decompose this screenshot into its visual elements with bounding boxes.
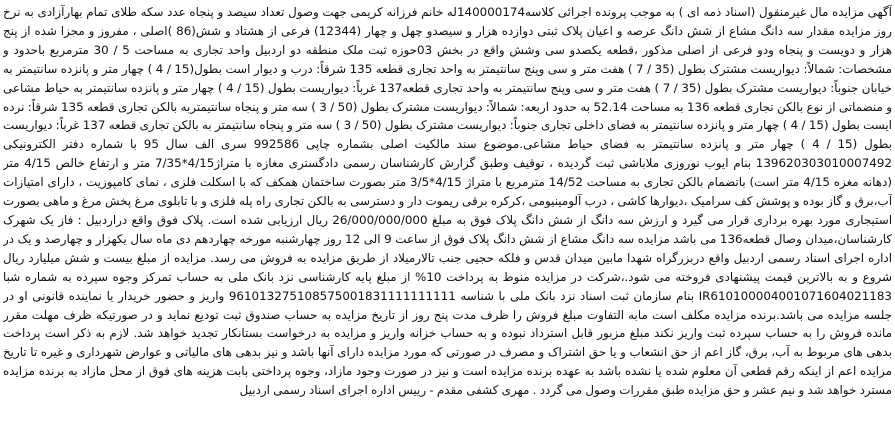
auction-notice <box>3 3 892 428</box>
notice-body-text: آگهی مزایده مال غیرمنقول (اسناد ذمه ای ) به موجب پرونده اجرائی کلاسه140000174له خانم فرزانه کریمی جهت وصول تعداد سیصد و پنجاه عدد سکه طلای تمام بهارآزادی به نرخ روز مزایده مقدار سه دانگ مشاع از شش دانگ عرصه و اعیان پلاک ثبتی دوازده هزار و سیصدو چهل و چهار (12344) فرعی از هشتاد و شش(86 )اصلی ، مفروز و مجزا شده از پنج هزار و دویست و پنجاه ودو فرعی از اصلی مذکور ،قطعه یکصدو سی وشش واقع در بخش 03حوزه ثبت ملک منطقه دو اردبیل واحد تجاری به مساحت 5 / 30 مترمربع باحدود و مشخصات: شمالاً: دیواریست مشترک بطول (35 / 7 ) هفت متر و سی وپنج سانتیمتر به واحد تجاری قطعه 135 شرقاً: درب و دیوار است بطول(15 / 4 ) چهار متر و پانزده سانتیمتر به خیابان جنوباً: دیواریست مشترک بطول (35 / 7 ) هفت متر و سی وپنج سانتیمتر به واحد تجاری قطعه137 غرباً: دیواریست بطول (15 / 4 ) چهار متر و پانزده سانتیمتر به حیاط مشاعی و منضماتی از نوع بالکن تجاری قطعه 136 به مساحت 52.14 به حدود اربعه: شمالاً: دیواریست مشترک بطول (50 / 3 ) سه متر و پنجاه سانتیمتربه بالکن تجاری قطعه 135 شرقاً: نرده ایست بطول (15 / 4 ) چهار متر و پانزده سانتیمتر به فضای داخلی تجاری جنوباً: دیواریست مشترک بطول (50 / 3 ) سه متر و پنجاه سانتیمتر به بالکن تجاری قطعه 137 غرباً: دیواریست بطول (15 / 4 ) چهار متر و پانزده سانتیمتر به فضای حیاط مشاعی.موضوع سند مالکیت اصلی بشماره چاپی 992586 سری الف سال 95 با شماره دفتر الکترونیکی 139620303010007492 بنام ایوب نوروزی ملاباشی ثبت گردیده ، توقیف وطبق گزارش کارشناسان رسمی دادگستری مغازه با متراژ4/15*7/35 متر و ارتفاع خالص 4/15 متر (دهانه مغزه 4/15 متر است) باتضمام بالکن تجاری به مساحت 14/52 مترمربع با متراژ 4/15*3/5 متر بصورت ساختمان همکف که با اسکلت فلزی ، نمای کامپوزیت ، دارای امتیازات آب،برق و گاز بوده و پوشش کف سرامیک ،دیوارها کاشی ، درب آلومینیومی ،کرکره برقی ریموت دار و دسترسی به بالکن تجاری راه پله فلزی و با تابلوی مرغ پخش مرغ و ماهی بصورت استیجاری مورد بهره برداری قرار می گیرد و ارزش سه دانگ از شش دانگ پلاک فوق به مبلغ 26/000/000/000 ریال ارزیابی شده است. پلاک فوق واقع دراردبیل : فاز یک شهرک کارشناسان،میدان وصال قطعه136 می باشد مزایده سه دانگ مشاع از شش دانگ پلاک فوق از ساعت 9 الی 12 روز چهارشنبه مورخه چهاردهم دی ماه سال یکهزار و چهارصد و یک در اداره اجرای اسناد رسمی اردبیل واقع دربزرگراه شهدا مابین میدان قدس و فلکه حجیی جنب تالارمیلاد از طریق مزایده به فروش می رسد. مزایده از مبلغ بیست و شش میلیارد ریال شروع و به بالاترین قیمت پیشنهادی فروخته می شود.،شرکت در مزایده منوط به پرداخت 10% از مبلغ پایه کارشناسی نزد بانک ملی به حساب تمرکز وجوه سپرده به شماره شبا IR610100004001071604021183 بنام سازمان ثبت اسناد نزد بانک ملی با شناسه 961013275108575001831111111111 واریز و حضور خریدار یا نماینده قانونی او در جلسه مزایده می باشد.برنده مزایده مکلف است مابه التفاوت مبلغ فروش را ظرف مدت پنج روز از تاریخ مزایده به حساب صندوق ثبت تودیع نماید و در صورتیکه ظرف مهلت مقرر مانده فروش را به حساب سپرده ثبت واریز نکند مبلغ مزبور قابل استرداد نبوده و به حساب خزانه واریز و مزایده به درخواست بستانکار تجدید خواهد شد. لازم به ذکر است پرداخت بدهی های مربوط به آب، برق، گاز اعم از حق انشعاب و یا حق اشتراک و مصرف در صورتی که مورد مزایده دارای آنها باشد و نیز بدهی های مالیاتی و عوارض شهرداری و غیره تا تاریخ مزایده اعم از اینکه رقم قطعی آن معلوم شده یا نشده باشد به عهده برنده مزایده است و نیز در صورت وجود مازاد، وجوه پرداختی بابت هزینه های فوق از محل مازاد به برنده مزایده مسترد خواهد شد و نیم عشر و حق مزایده طبق مقررات وصول می گردد . مهری کشفی مقدم - رییس اداره اجرای اسناد رسمی اردبیل <box>3 5 892 398</box>
